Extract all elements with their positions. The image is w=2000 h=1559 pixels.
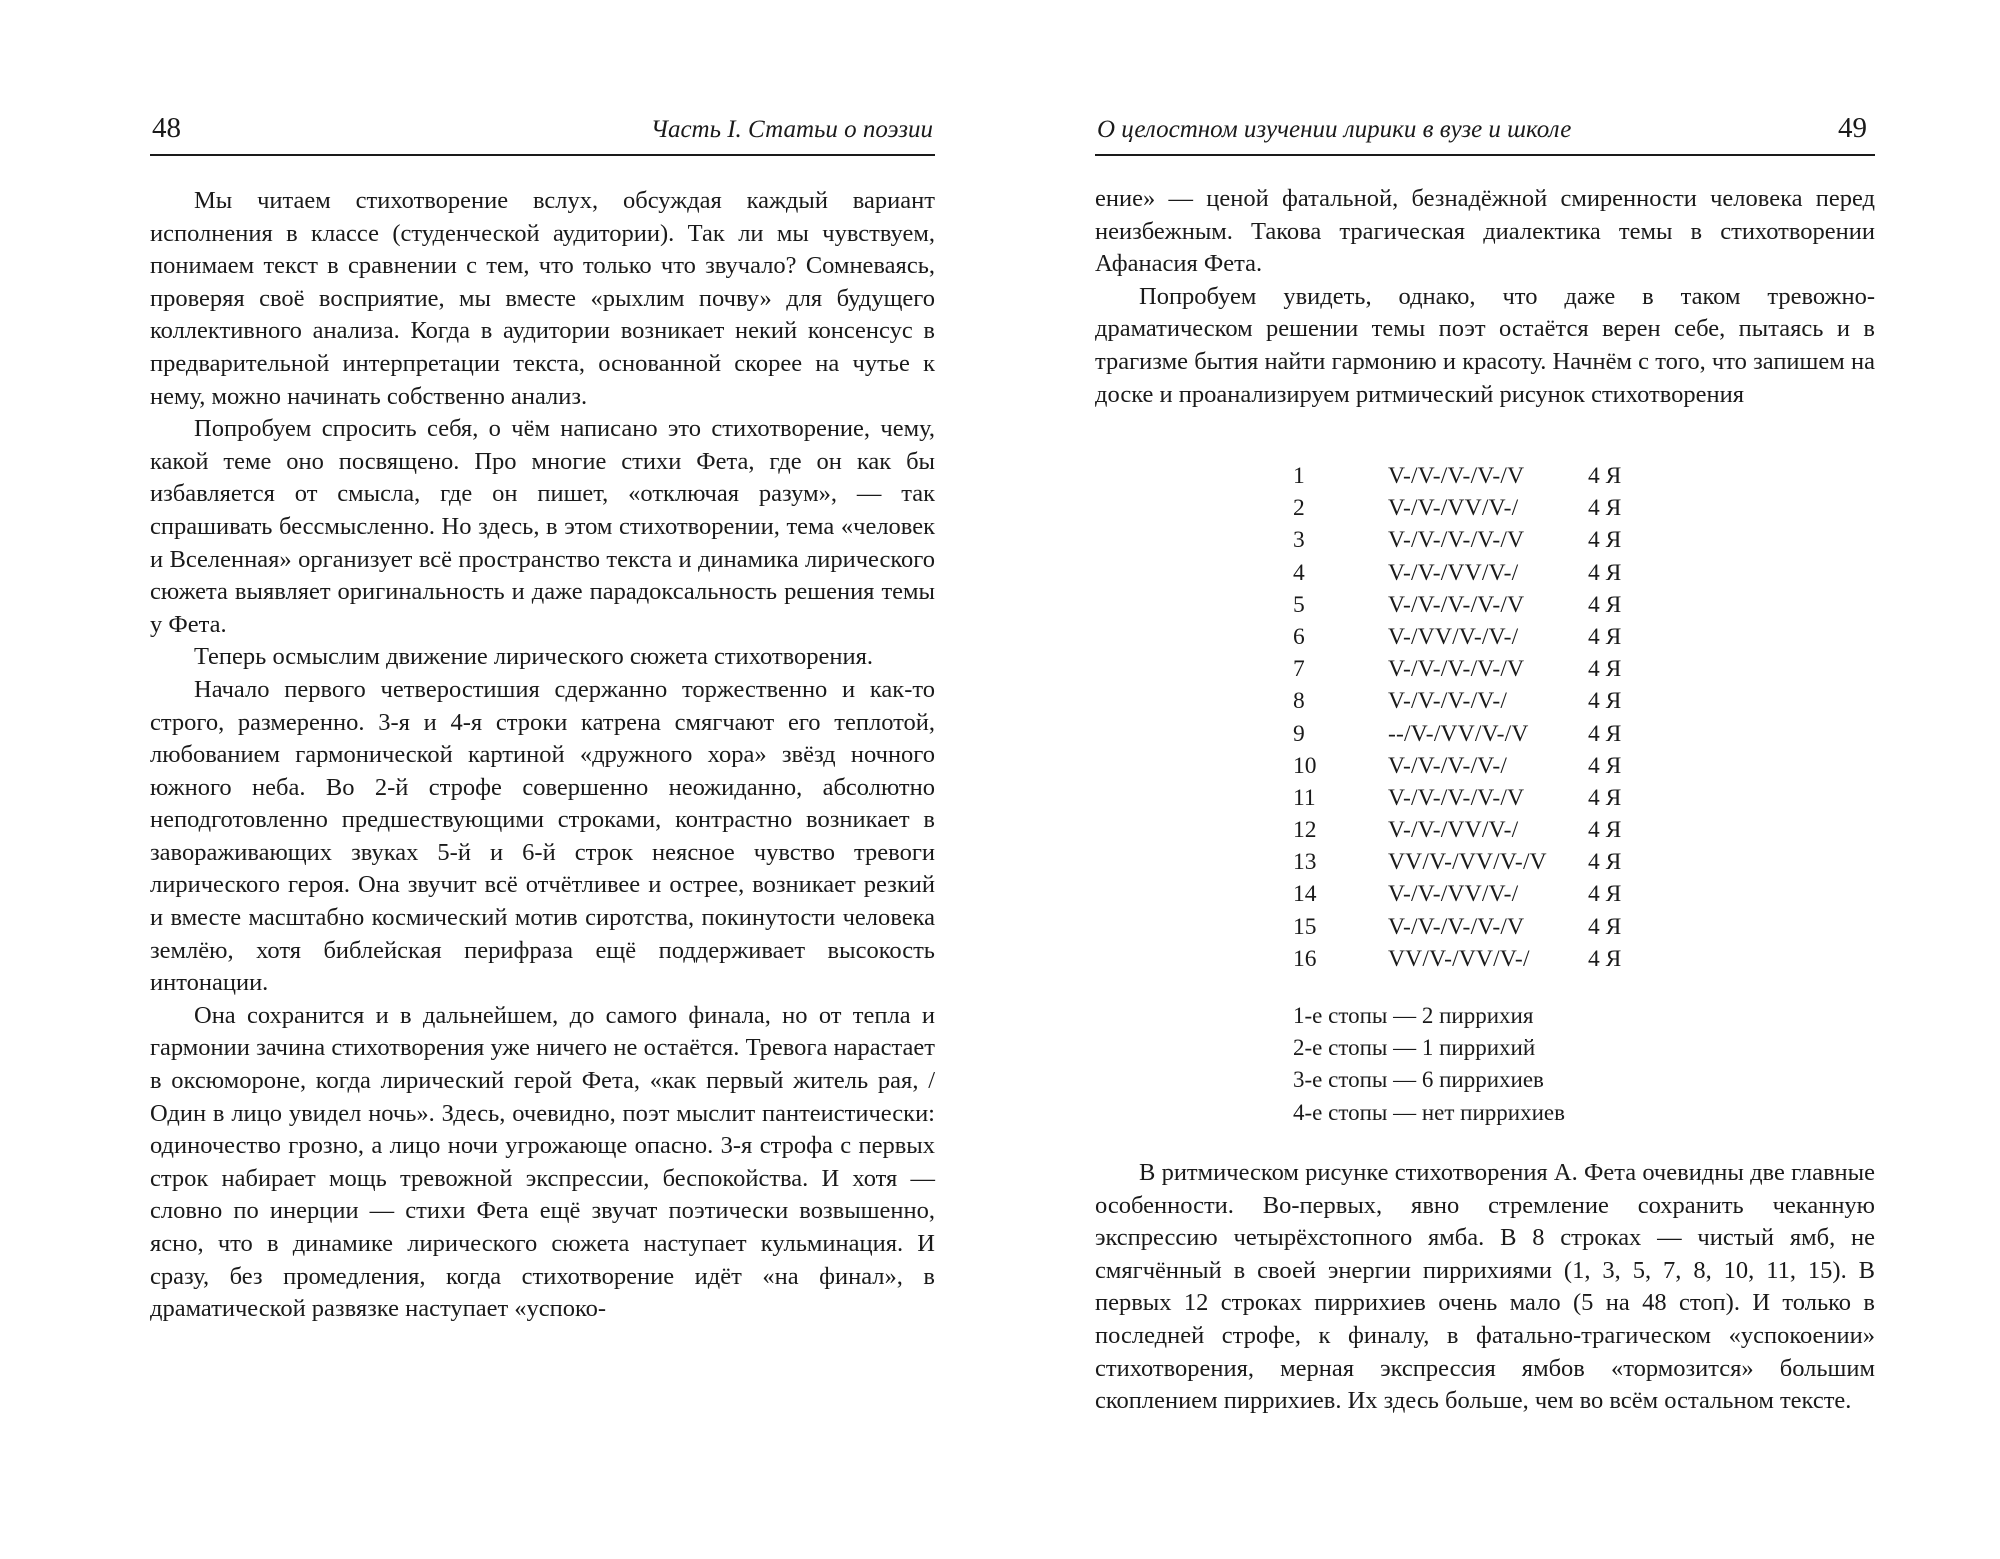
- scheme-line-number: 5: [1293, 591, 1305, 618]
- paragraph: В ритмическом рисунке стихотворения А. Фета очевидны две главные особенности. Во-первых, явно стремление сохранить чеканную экспрессию четырёхстопного ямба. В 8 строках — чистый ямб, не смягчённый в своей энергии пиррихиями (1, 3, 5, 7, 8, 10, 11, 15). В первых 12 строках пиррихиев очень мало (5 на 48 стоп). И только в последней строфе, к финалу, в фатально-трагическом «успокоении» стихотворения, мерная экспрессия ямбов «тормозится» большим скоплением пиррихиев. Их здесь больше, чем во всём остальном тексте.: [1095, 1159, 1875, 1415]
- scheme-line-number: 12: [1293, 817, 1317, 844]
- scheme-meter: 4 Я: [1588, 463, 1622, 489]
- scheme-row: [1293, 557, 1648, 589]
- left-page: [150, 0, 935, 1559]
- scheme-row: [1293, 492, 1648, 524]
- scheme-meter: 4 Я: [1588, 559, 1622, 586]
- scheme-pattern: V-/V-/V-/V-/V: [1388, 913, 1525, 940]
- paragraph: Она сохранится и в дальнейшем, до самого финала, но от тепла и гармонии зачина стихотворения уже ничего не остаётся. Тревога нарастает в оксюмороне, когда лирический герой Фета, «как первый житель рая, / Один в лицо увидел ночь». Здесь, очевидно, поэт мыслит пантеистически: одиночество грозно, а лицо ночи угрожающе опасно. 3-я строфа с первых строк набирает мощь тревожной экспрессии, беспокойства. И хотя — словно по инерции — стихи Фета ещё звучат поэтически возвышенно, ясно, что в динамике лирического сюжета наступает кульминация. И сразу, без промедления, когда стихотворение идёт «на финал», в драматической развязке наступает «успоко-: [150, 1001, 935, 1323]
- feet-summary-line: 4-е стопы — нет пиррихиев: [1293, 1099, 1565, 1125]
- scheme-meter: 4 Я: [1588, 784, 1622, 811]
- running-header: [150, 110, 935, 156]
- paragraph: ение» — ценой фатальной, безнадёжной смиренности человека перед неизбежным. Такова трагическая диалектика темы в стихотворении Афанасия Фета.: [1095, 185, 1875, 278]
- feet-summary-line: 2-е стопы — 1 пиррихий: [1293, 1035, 1536, 1061]
- rhythm-scheme-table: [1293, 460, 1648, 975]
- scheme-line-number: 2: [1293, 495, 1305, 522]
- scheme-row: [1293, 653, 1648, 685]
- scheme-pattern: V-/V-/V-/V-/V: [1388, 784, 1525, 811]
- scheme-pattern: V-/V-/VV/V-/: [1388, 817, 1519, 844]
- scheme-row: [1293, 846, 1648, 878]
- scheme-meter: 4 Я: [1588, 527, 1622, 554]
- scheme-meter: 4 Я: [1588, 656, 1622, 683]
- right-page: [1095, 0, 1875, 1559]
- scheme-row: [1293, 589, 1648, 621]
- scheme-row: [1293, 621, 1648, 653]
- scheme-meter: 4 Я: [1588, 881, 1622, 908]
- feet-summary-line: 1-е стопы — 2 пиррихия: [1293, 1003, 1534, 1028]
- scheme-pattern: V-/V-/V-/V-/V: [1388, 527, 1525, 554]
- scheme-pattern: VV/V-/VV/V-/: [1388, 945, 1530, 972]
- scheme-pattern: V-/V-/V-/V-/V: [1388, 463, 1525, 489]
- scheme-meter: 4 Я: [1588, 623, 1622, 650]
- scheme-line-number: 3: [1293, 527, 1305, 554]
- page-number: 49: [1838, 112, 1867, 144]
- scheme-pattern: V-/V-/VV/V-/: [1388, 495, 1519, 522]
- scheme-line-number: 6: [1293, 623, 1305, 650]
- scheme-row: [1293, 460, 1648, 492]
- scheme-line-number: 7: [1293, 656, 1305, 683]
- page-body: [1095, 183, 1875, 411]
- scheme-row: [1293, 782, 1648, 814]
- feet-summary: [1293, 1000, 1565, 1129]
- paragraph: Попробуем спросить себя, о чём написано это стихотворение, чему, какой теме оно посвящено. Про многие стихи Фета, где он как бы избавляется от смысла, где он пишет, «отключая разум», — так спрашивать бессмысленно. Но здесь, в этом стихотворении, тема «человек и Вселенная» организует всё пространство текста и динамика лирического сюжета выявляет оригинальность и даже парадоксальность решения темы у Фета.: [150, 415, 935, 638]
- scheme-meter: 4 Я: [1588, 849, 1622, 876]
- scheme-meter: 4 Я: [1588, 913, 1622, 940]
- scheme-pattern: VV/V-/VV/V-/V: [1388, 849, 1547, 876]
- scheme-line-number: 11: [1293, 784, 1316, 811]
- scheme-line-number: 4: [1293, 559, 1305, 586]
- scheme-row: [1293, 524, 1648, 556]
- scheme-line-number: 15: [1293, 913, 1317, 940]
- scheme-row: [1293, 878, 1648, 910]
- scheme-pattern: V-/V-/VV/V-/: [1388, 881, 1519, 908]
- scheme-line-number: 10: [1293, 752, 1317, 779]
- scheme-meter: 4 Я: [1588, 817, 1622, 844]
- scheme-pattern: V-/V-/V-/V-/V: [1388, 591, 1525, 618]
- scheme-line-number: 14: [1293, 881, 1317, 908]
- running-title: О целостном изучении лирики в вузе и школе: [1097, 116, 1572, 143]
- scheme-line-number: 8: [1293, 688, 1305, 715]
- scheme-row: [1293, 943, 1648, 975]
- scheme-meter: 4 Я: [1588, 752, 1622, 779]
- scheme-row: [1293, 718, 1648, 750]
- scheme-meter: 4 Я: [1588, 688, 1622, 715]
- scheme-row: [1293, 814, 1648, 846]
- feet-summary-line: 3-е стопы — 6 пиррихиев: [1293, 1067, 1544, 1093]
- scheme-row: [1293, 685, 1648, 717]
- scheme-row: [1293, 750, 1648, 782]
- page-number: 48: [152, 112, 181, 144]
- paragraph: Начало первого четверостишия сдержанно торжественно и как-то строго, размеренно. 3-я и 4-я строки катрена смягчают его теплотой, любованием гармонической картиной «дружного хора» звёзд ночного южного неба. Во 2-й строфе совершенно неожиданно, абсолютно неподготовленно предшествующими строками, контрастно возникает в завораживающих звуках 5-й и 6-й строк неясное чувство тревоги лирического героя. Она звучит всё отчётливее и острее, возникает резкий и вместе масштабно космический мотив сиротства, покинутости человека землёю, хотя библейская перифраза ещё поддерживает высокость интонации.: [150, 675, 935, 997]
- paragraph: Теперь осмыслим движение лирического сюжета стихотворения.: [194, 643, 874, 671]
- scheme-pattern: V-/V-/V-/V-/V: [1388, 656, 1525, 683]
- conclusion: [1095, 1157, 1875, 1418]
- scheme-line-number: 13: [1293, 849, 1317, 876]
- paragraph: Попробуем увидеть, однако, что даже в таком тревожно-драматическом решении темы поэт остаётся верен себе, пытаясь и в трагизме бытия найти гармонию и красоту. Начнём с того, что запишем на доске и проанализируем ритмический рисунок стихотворения: [1095, 282, 1875, 408]
- scheme-row: [1293, 911, 1648, 943]
- page-body: [150, 185, 935, 1326]
- paragraph: Мы читаем стихотворение вслух, обсуждая каждый вариант исполнения в классе (студенческой аудитории). Так ли мы чувствуем, понимаем текст в сравнении с тем, что только что звучало? Сомневаясь, проверяя своё восприятие, мы вместе «рыхлим почву» для будущего коллективного анализа. Когда в аудитории возникает некий консенсус в предварительной интерпретации текста, основанной скорее на чутье к нему, можно начинать собственно анализ.: [150, 187, 935, 410]
- running-header: [1095, 110, 1875, 156]
- scheme-meter: 4 Я: [1588, 720, 1622, 747]
- scheme-meter: 4 Я: [1588, 945, 1622, 972]
- scheme-pattern: V-/VV/V-/V-/: [1388, 623, 1519, 650]
- scheme-line-number: 1: [1293, 463, 1305, 489]
- scheme-line-number: 16: [1293, 945, 1317, 972]
- scheme-pattern: V-/V-/VV/V-/: [1388, 559, 1519, 586]
- scheme-meter: 4 Я: [1588, 591, 1622, 618]
- running-title: Часть I. Статьи о поэзии: [650, 116, 933, 143]
- scheme-pattern: V-/V-/V-/V-/: [1388, 688, 1508, 715]
- scheme-line-number: 9: [1293, 720, 1305, 747]
- scheme-meter: 4 Я: [1588, 495, 1622, 522]
- scheme-pattern: --/V-/VV/V-/V: [1388, 720, 1529, 747]
- scheme-pattern: V-/V-/V-/V-/: [1388, 752, 1508, 779]
